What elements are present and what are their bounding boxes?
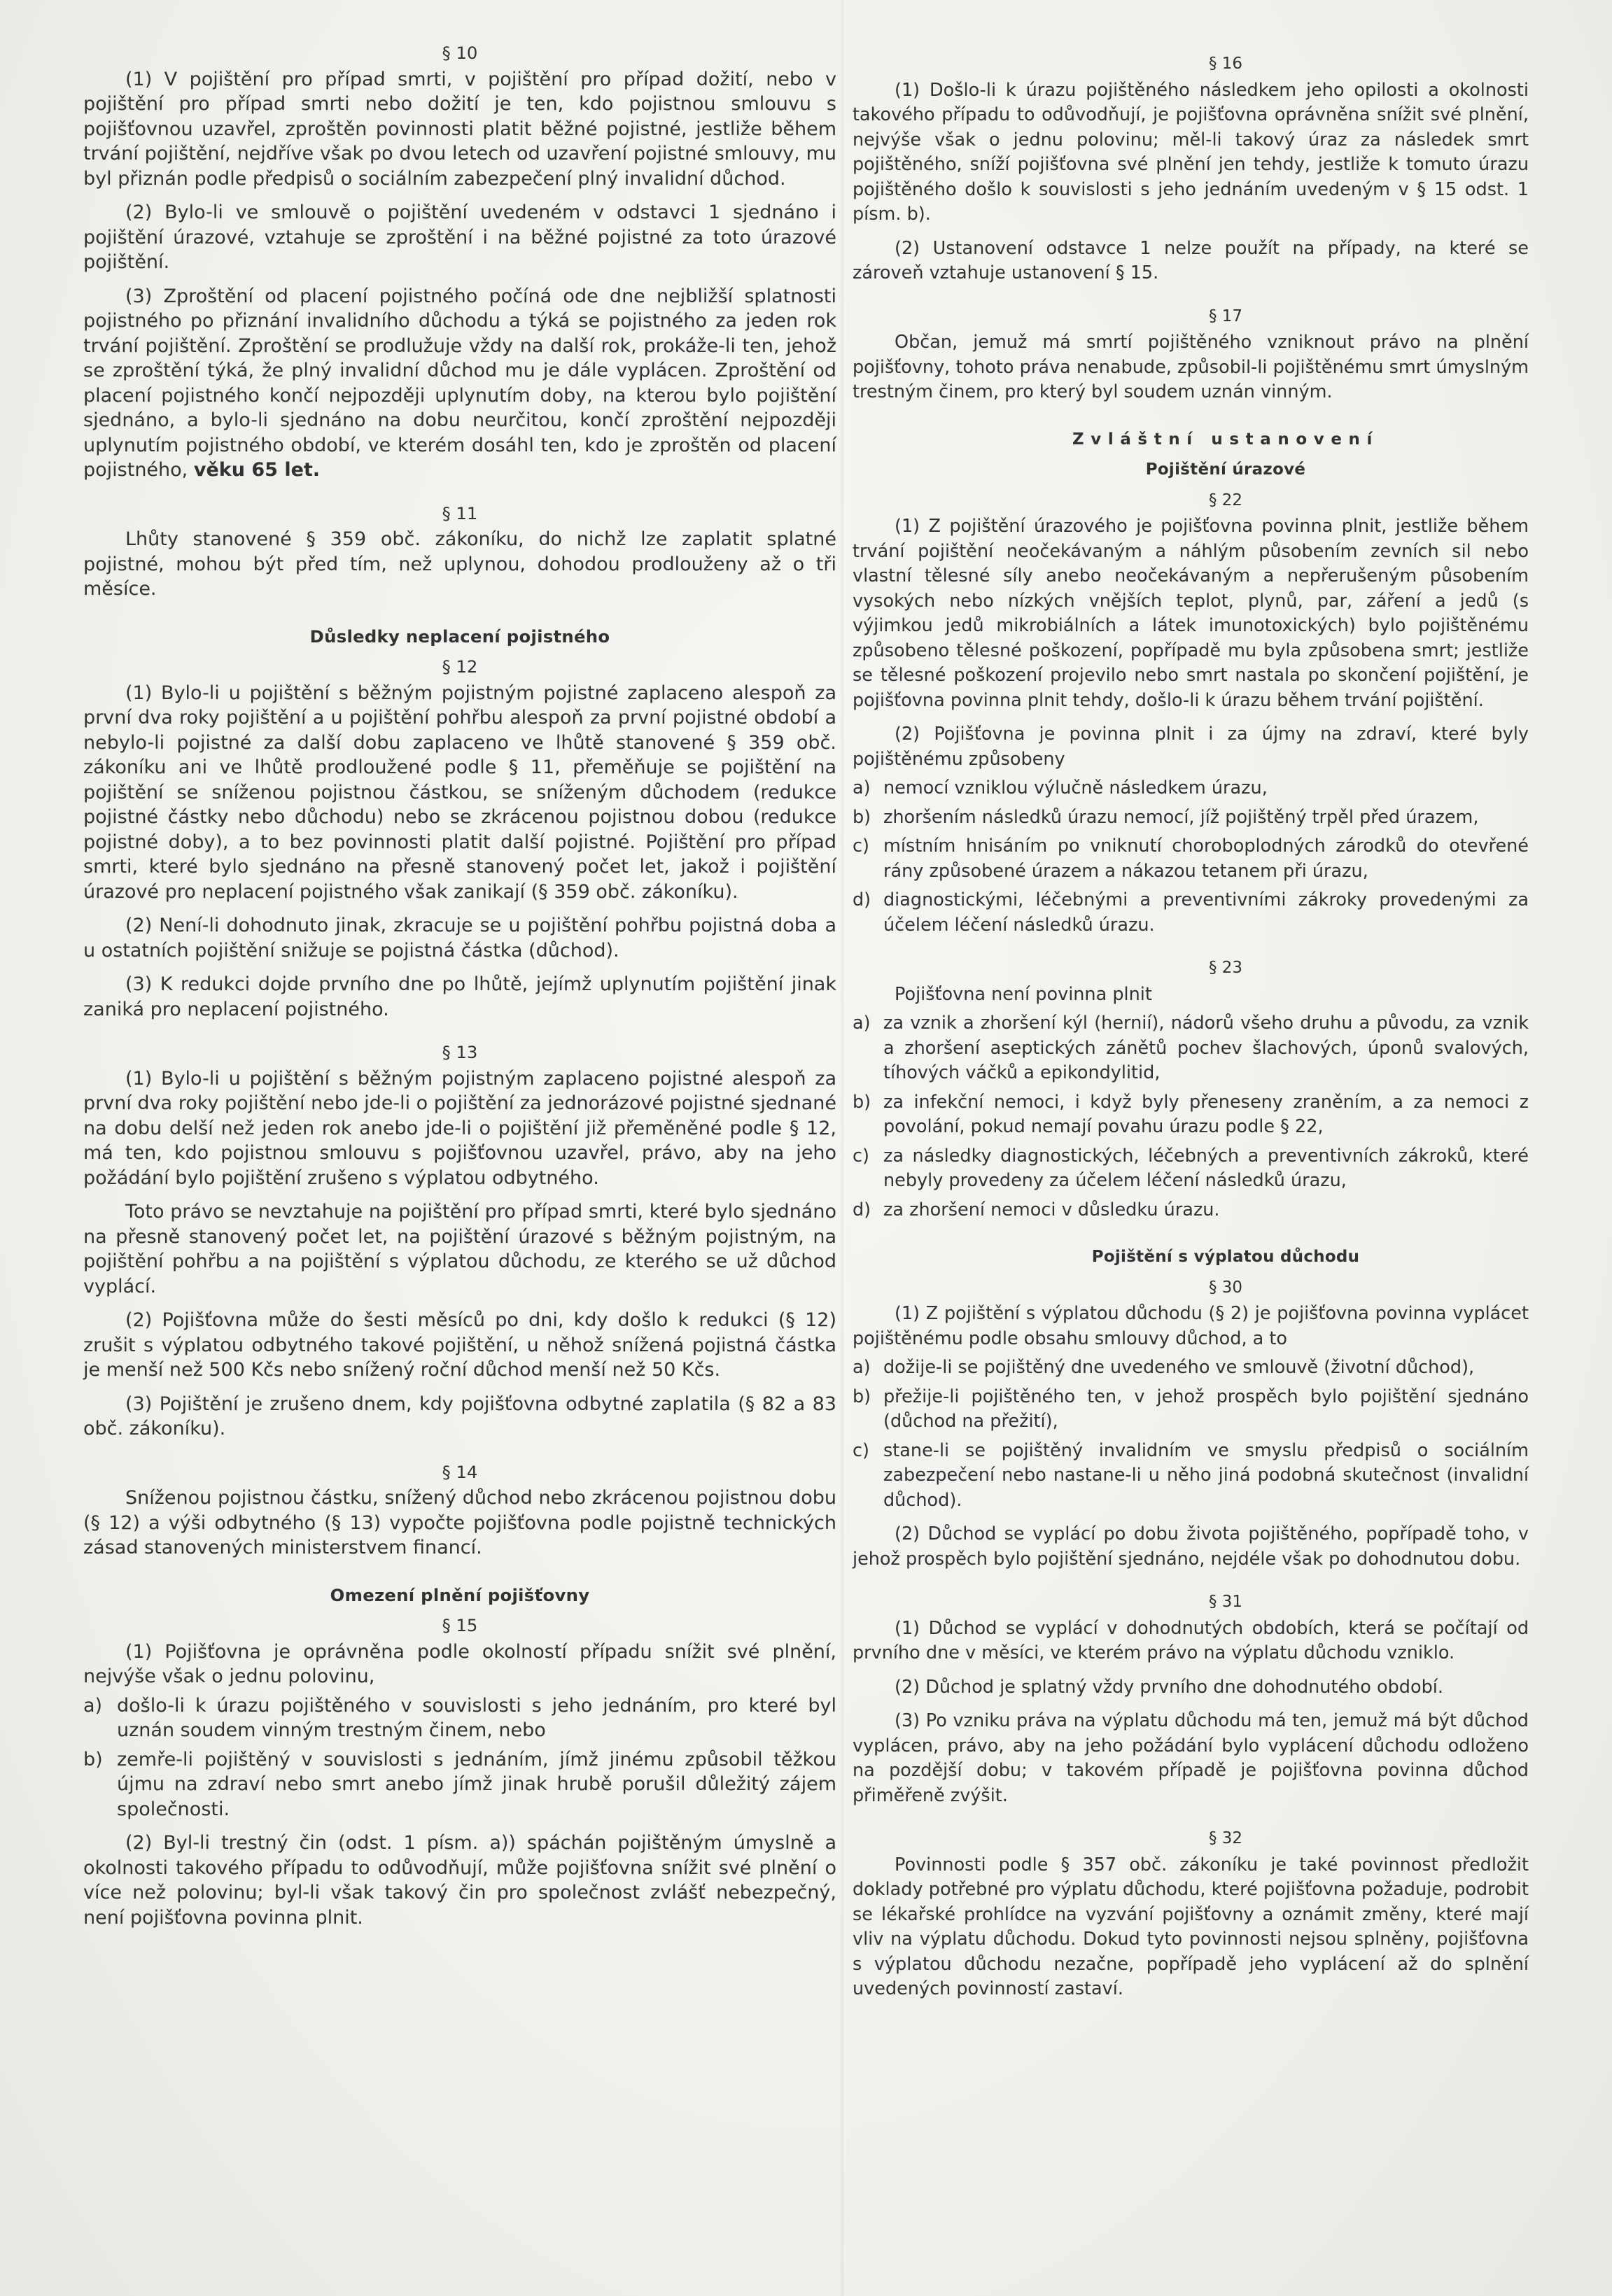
section-22-item-d xyxy=(853,888,1529,938)
list-text: za infekční nemoci, i když byly přeneseny zraněním, a za nemoci z povolání, pokud nemají povahu úrazu podle § 22, xyxy=(883,1091,1529,1137)
section-31-para-2: (2) Důchod je splatný vždy prvního dne dohodnutého období. xyxy=(895,1676,1443,1698)
list-label: b) xyxy=(853,806,871,828)
section-13-para-2: Toto právo se nevztahuje na pojištění pro případ smrti, které bylo sjednáno na přesně stanovený počet let, na pojištění úrazové s běžným pojistným, na pojištění pohřbu a na pojištění s výplatou důchodu, ze kterého se už důchod vyplácí. xyxy=(83,1201,836,1297)
section-31-heading: § 31 xyxy=(1209,1593,1242,1611)
section-12-para-2: (2) Není-li dohodnuto jinak, zkracuje se u pojištění pohřbu pojistná doba a u ostatních pojištění snižuje se pojistná částka (důchod). xyxy=(83,915,836,962)
section-10-heading: § 10 xyxy=(442,43,478,63)
section-16-para-1: (1) Došlo-li k úrazu pojištěného následkem jeho opilosti a okolnosti takového případu to odůvodňují, je pojišťovna oprávněna snížit své plnění, nejvýše však o jednu polovinu; měl-li takový úraz za následek smrt pojištěného, sníží pojišťovna své plnění jen tehdy, jestliže k tomuto úrazu pojištěného došlo k souvislosti s jeho jednáním uvedeným v § 15 odst. 1 písm. b). xyxy=(853,79,1529,225)
section-13-para-4: (3) Pojištění je zrušeno dnem, kdy pojišťovna odbytné zaplatila (§ 82 a 83 obč. zákoníku). xyxy=(83,1393,836,1439)
section-11-heading: § 11 xyxy=(442,502,478,523)
section-31-para-3: (3) Po vzniku práva na výplatu důchodu má ten, jemuž má být důchod vyplácen, právo, aby na jeho požádání bylo vyplácení důchodu odloženo na pozdější dobu; v takovém případě je pojišťovna povinna důchod přiměřeně zvýšit. xyxy=(853,1710,1529,1806)
section-22-para-1: (1) Z pojištění úrazového je pojišťovna povinna plnit, jestliže během trvání pojištění neočekávaným a náhlým působením zevních sil nebo vlastní tělesné síly anebo neočekávaným a nepřerušeným působením vysokých nebo nízkých vnějších teplot, plynů, par, záření a jedů (s výjimkou jedů mikrobiálních a látek imunotoxických) bylo pojištěnému způsobeno tělesné poškození, popřípadě mu byla způsobena smrt; jestliže se tělesné poškození projevilo nebo smrt nastala po skončení pojištění, je pojišťovna povinna plnit tehdy, došlo-li k úrazu během trvání pojištění. xyxy=(853,516,1529,711)
list-text: za vznik a zhoršení kýl (hernií), nádorů všeho druhu a původu, za vznik a zhoršení aseptických zánětů pochev šlachových, úponů svalových, tíhových váčků a epikondylitid, xyxy=(883,1013,1529,1083)
section-12-para-1: (1) Bylo-li u pojištění s běžným pojistným pojistné zaplaceno alespoň za první dva roky pojištění a u pojištění pohřbu alespoň za první pojistné období a nebylo-li pojistné za další dobu zaplaceno ve lhůtě stanovené § 359 obč. zákoníku ani ve lhůtě prodloužené podle § 11, přeměňuje se pojištění na pojištění se sníženou pojistnou částkou, se sníženým důchodem (redukce pojistné částky nebo důchodu) nebo se zkrácenou pojistnou dobou (redukce pojistné doby), a to bez povinnosti platit další pojistné. Pojištění pro případ smrti, které bylo sjednáno na přesně stanovený počet let, jakož i pojištění úrazové pro neplacení pojistného však zanikají (§ 359 obč. zákoníku). xyxy=(83,682,836,903)
list-label: c) xyxy=(853,1145,869,1167)
section-23-item-c xyxy=(853,1144,1529,1194)
section-23-heading: § 23 xyxy=(1209,959,1242,977)
section-11-para-1: Lhůty stanovené § 359 obč. zákoníku, do nichž lze zaplatit splatné pojistné, mohou být před tím, než uplynou, dohodou prodlouženy až o tři měsíce. xyxy=(83,528,836,600)
section-30-heading: § 30 xyxy=(1209,1278,1242,1297)
list-text: stane-li se pojištěný invalidním ve smyslu předpisů o sociálním zabezpečení nebo nastane-li u něho jiná podobná skutečnost (invalidní důchod). xyxy=(883,1439,1529,1511)
section-10-para-3-text: (3) Zproštění od placení pojistného počíná ode dne nejbližší splatnosti pojistného po přiznání invalidního důchodu a týká se pojistného za jeden rok trvání pojištění. Zproštění se prodlužuje vždy na další rok, prokáže-li ten, jehož se zproštění týká, že plný invalidní důchod mu je dále vyplácen. Zproštění od placení pojistného končí nejpozději uplynutím doby, na kterou bylo pojištění sjednáno, a bylo-li sjednáno na dobu neurčitou, končí zproštění nejpozději uplynutím pojistného období, ve kterém dosáhl ten, kdo je zproštěn od placení pojistného, xyxy=(83,285,836,481)
list-text: přežije-li pojištěného ten, v jehož prospěch bylo pojištění sjednáno (důchod na přežití), xyxy=(883,1386,1529,1432)
list-label: a) xyxy=(853,1013,871,1034)
list-label: a) xyxy=(83,1694,103,1717)
section-15-para-2: (2) Byl-li trestný čin (odst. 1 písm. a)) spáchán pojištěným úmyslně a okolnosti takového případu to odůvodňují, může pojišťovna snížit své plnění o více než polovinu; byl-li však takový čin pro společnost zvlášť nebezpečný, není pojišťovna povinna plnit. xyxy=(83,1832,836,1929)
list-label: c) xyxy=(853,836,869,857)
group-title-accident-insurance: Pojištění úrazové xyxy=(1145,460,1306,479)
list-text: zhoršením následků úrazu nemocí, jíž pojištěný trpěl před úrazem, xyxy=(883,806,1479,828)
list-label: c) xyxy=(853,1439,869,1461)
right-column xyxy=(853,52,1529,2002)
section-22-item-a xyxy=(853,776,1529,801)
section-13-heading: § 13 xyxy=(442,1042,478,1062)
list-text: došlo-li k úrazu pojištěného v souvislosti s jeho jednáním, pro které byl uznán soudem vinným trestným činem, nebo xyxy=(117,1694,836,1741)
section-17-heading: § 17 xyxy=(1209,307,1242,325)
section-30-item-c xyxy=(853,1439,1529,1514)
left-column xyxy=(83,41,836,1930)
section-22-item-b xyxy=(853,805,1529,831)
group-title-non-payment: Důsledky neplacení pojistného xyxy=(309,626,610,647)
section-23-item-a xyxy=(853,1011,1529,1086)
section-32-heading: § 32 xyxy=(1209,1829,1242,1847)
section-30-para-2: (2) Důchod se vyplácí po dobu života pojištěného, popřípadě toho, v jehož prospěch bylo pojištění sjednáno, nejdéle však po dohodnutou dobu. xyxy=(853,1523,1529,1570)
list-label: b) xyxy=(853,1091,871,1113)
section-15-para-1: (1) Pojišťovna je oprávněna podle okolností případu snížit své plnění, nejvýše však o jednu polovinu, xyxy=(83,1640,836,1687)
section-31-para-1: (1) Důchod se vyplácí v dohodnutých obdobích, která se počítají od prvního dne v měsíci, ve kterém právo na výplatu důchodu vzniklo. xyxy=(853,1617,1529,1663)
section-10-para-3 xyxy=(83,284,836,483)
list-label: d) xyxy=(853,889,871,910)
section-30-item-b xyxy=(853,1385,1529,1435)
group-title-annuity-insurance: Pojištění s výplatou důchodu xyxy=(1091,1248,1360,1266)
paper-fold-line xyxy=(840,0,847,2296)
section-10-para-1: (1) V pojištění pro případ smrti, v pojištění pro případ dožití, nebo v pojištění pro případ smrti nebo dožití je ten, kdo pojistnou smlouvu s pojišťovnou uzavřel, zproštěn povinnosti platit běžné pojistné, jestliže během trvání pojištění, nejdříve však po dvou letech od uzavření pojistné smlouvy, mu byl přiznán podle předpisů o sociálním zabezpečení plný invalidní důchod. xyxy=(83,68,836,190)
section-13-para-1: (1) Bylo-li u pojištění s běžným pojistným zaplaceno pojistné alespoň za první dva roky pojištění nebo jde-li o pojištění za jednorázové pojistné sjednané na dobu delší než jeden rok anebo jde-li o pojištění již přeměněné podle § 12, má ten, kdo pojistnou smlouvu s pojišťovnou uzavřel, právo, aby na jeho požádání bylo pojištění zrušeno s výplatou odbytného. xyxy=(83,1067,836,1189)
section-15-item-a xyxy=(83,1693,836,1743)
list-label: a) xyxy=(853,777,871,798)
section-23-item-b xyxy=(853,1090,1529,1140)
section-17-para-1: Občan, jemuž má smrtí pojištěného vzniknout právo na plnění pojišťovny, tohoto práva nenabude, způsobil-li pojištěnému smrt úmyslným trestným činem, pro který byl soudem uznán vinným. xyxy=(853,332,1529,402)
section-23-item-d xyxy=(853,1198,1529,1223)
section-30-item-a xyxy=(853,1355,1529,1381)
section-22-para-2: (2) Pojišťovna je povinna plnit i za újmy na zdraví, které byly pojištěnému způsobeny xyxy=(853,724,1529,770)
section-12-heading: § 12 xyxy=(442,656,478,677)
list-text: zemře-li pojištěný v souvislosti s jednáním, jímž jinému způsobil těžkou újmu na zdraví nebo smrt anebo jímž jinak hrubě porušil důležitý zájem společnosti. xyxy=(117,1748,836,1820)
list-text: diagnostickými, léčebnými a preventivními zákroky provedenými za účelem léčení následků úrazu. xyxy=(883,889,1529,936)
section-15-item-b xyxy=(83,1747,836,1822)
section-12-para-3: (3) K redukci dojde prvního dne po lhůtě, jejímž uplynutím pojištění jinak zaniká pro neplacení pojistného. xyxy=(83,973,836,1020)
section-23-para-1: Pojišťovna není povinna plnit xyxy=(895,983,1152,1005)
list-label: b) xyxy=(83,1748,103,1770)
section-22-item-c xyxy=(853,834,1529,884)
group-title-benefit-limits: Omezení plnění pojišťovny xyxy=(330,1584,590,1605)
list-text: za zhoršení nemoci v důsledku úrazu. xyxy=(883,1199,1220,1220)
list-text: nemocí vzniklou výlučně následkem úrazu, xyxy=(883,777,1268,798)
section-14-heading: § 14 xyxy=(442,1461,478,1482)
section-22-heading: § 22 xyxy=(1209,491,1242,509)
list-label: d) xyxy=(853,1199,871,1220)
list-text: dožije-li se pojištěný dne uvedeného ve smlouvě (životní důchod), xyxy=(883,1357,1475,1378)
section-10-para-2: (2) Bylo-li ve smlouvě o pojištění uvedeném v odstavci 1 sjednáno i pojištění úrazové, vztahuje se zproštění i na běžné pojistné za toto úrazové pojištění. xyxy=(83,202,836,273)
list-text: za následky diagnostických, léčebných a preventivních zákroků, které nebyly provedeny za účelem léčení následků úrazu, xyxy=(883,1145,1529,1191)
section-15-heading: § 15 xyxy=(442,1615,478,1635)
section-14-para-1: Sníženou pojistnou částku, snížený důchod nebo zkrácenou pojistnou dobu (§ 12) a výši odbytného (§ 13) vypočte pojišťovna podle pojistně technických zásad stanovených ministerstvem financí. xyxy=(83,1487,836,1558)
section-30-para-1: (1) Z pojištění s výplatou důchodu (§ 2) je pojišťovna povinna vyplácet pojištěnému podle obsahu smlouvy důchod, a to xyxy=(853,1303,1529,1349)
list-label: a) xyxy=(853,1357,871,1378)
group-title-special-provisions: Zvláštní ustanovení xyxy=(1072,430,1380,449)
section-32-para-1: Povinnosti podle § 357 obč. zákoníku je také povinnost předložit doklady potřebné pro výplatu důchodu, které pojišťovna požaduje, podrobit se lékařské prohlídce na vyzvání pojišťovny a oznámit změny, které mají vliv na výplatu důchodu. Dokud tyto povinnosti nejsou splněny, pojišťovna s výplatou důchodu nezačne, popřípadě jeho vyplácení až do splnění uvedených povinností zastaví. xyxy=(853,1854,1529,1999)
list-text: místním hnisáním po vniknutí choroboplodných zárodků do otevřené rány způsobené úrazem a nákazou tetanem při úrazu, xyxy=(883,836,1529,882)
section-13-para-3: (2) Pojišťovna může do šesti měsíců po dni, kdy došlo k redukci (§ 12) zrušit s výplatou odbytného takové pojištění, u něhož snížená pojistná částka je menší než 500 Kčs nebo snížený roční důchod menší než 50 Kčs. xyxy=(83,1309,836,1381)
section-10-para-3-emphasis: věku 65 let. xyxy=(193,459,321,481)
section-16-heading: § 16 xyxy=(1209,55,1242,73)
section-16-para-2: (2) Ustanovení odstavce 1 nelze použít na případy, na které se zároveň vztahuje ustanovení § 15. xyxy=(853,237,1529,283)
list-label: b) xyxy=(853,1386,871,1407)
